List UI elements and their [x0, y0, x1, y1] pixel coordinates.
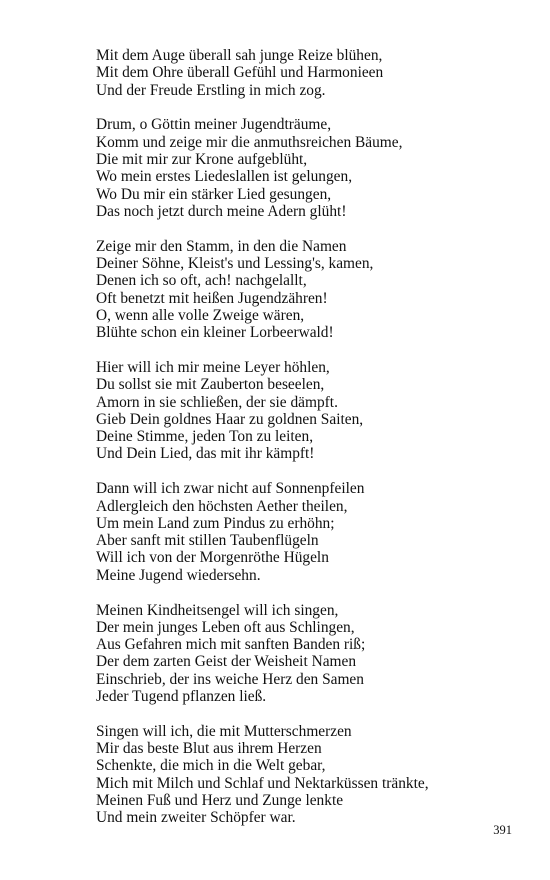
poem-line: Um mein Land zum Pindus zu erhöhn; [96, 514, 335, 532]
poem-line: Mir das beste Blut aus ihrem Herzen [96, 740, 322, 758]
poem-line: Komm und zeige mir die anmuthsreichen Bäume, [96, 133, 403, 151]
stanza-6 [96, 602, 536, 706]
poem-line: Oft benetzt mit heißen Jugendzähren! [96, 289, 328, 307]
poem-line: Mich mit Milch und Schlaf und Nektarküssen tränkte, [96, 774, 429, 792]
poem-line: Will ich von der Morgenröthe Hügeln [96, 549, 329, 567]
poem-line: Die mit mir zur Krone aufgeblüht, [96, 150, 308, 168]
poem-body [96, 47, 536, 844]
poem-line: Meinen Kindheitsengel will ich singen, [96, 601, 339, 619]
stanza-3 [96, 238, 536, 342]
page-number: 391 [493, 823, 512, 837]
poem-line: Deiner Söhne, Kleist's und Lessing's, kamen, [96, 254, 374, 272]
stanza-5 [96, 480, 536, 584]
stanza-4 [96, 359, 536, 463]
poem-line: Drum, o Göttin meiner Jugendträume, [96, 116, 332, 134]
poem-line: Meinen Fuß und Herz und Zunge lenkte [96, 791, 344, 809]
poem-line: Gieb Dein goldnes Haar zu goldnen Saiten, [96, 410, 364, 428]
poem-line: Blühte schon ein kleiner Lorbeerwald! [96, 324, 334, 342]
poem-line: Und der Freude Erstling in mich zog. [96, 81, 326, 99]
poem-line: Deine Stimme, jeden Ton zu leiten, [96, 428, 314, 446]
stanza-1 [96, 47, 536, 99]
poem-line: Der dem zarten Geist der Weisheit Namen [96, 653, 357, 671]
poem-line: Jeder Tugend pflanzen ließ. [96, 688, 267, 705]
poem-line: Wo Du mir ein stärker Lied gesungen, [96, 185, 332, 203]
poem-line: Denen ich so oft, ach! nachgelallt, [96, 272, 307, 290]
stanza-2 [96, 116, 536, 220]
poem-line: Aus Gefahren mich mit sanften Banden riß; [96, 636, 366, 654]
poem-line: Aber sanft mit stillen Taubenflügeln [96, 532, 319, 550]
poem-line: Einschrieb, der ins weiche Herz den Samen [96, 670, 364, 688]
poem-line: O, wenn alle volle Zweige wären, [96, 306, 305, 324]
poem-line: Der mein junges Leben oft aus Schlingen, [96, 618, 355, 636]
poem-line: Das noch jetzt durch meine Adern glüht! [96, 202, 347, 220]
stanza-7 [96, 723, 536, 827]
poem-line: Mit dem Ohre überall Gefühl und Harmonieen [96, 64, 384, 82]
poem-line: Schenkte, die mich in die Welt gebar, [96, 757, 326, 775]
poem-line: Dann will ich zwar nicht auf Sonnenpfeilen [96, 480, 365, 498]
poem-line: Amorn in sie schließen, der sie dämpft. [96, 393, 338, 411]
poem-line: Mit dem Auge überall sah junge Reize blühen, [96, 47, 383, 64]
poem-line: Und Dein Lied, das mit ihr kämpft! [96, 445, 315, 463]
poem-line: Singen will ich, die mit Mutterschmerzen [96, 722, 352, 740]
poem-line: Zeige mir den Stamm, in den die Namen [96, 237, 347, 255]
poem-line: Hier will ich mir meine Leyer höhlen, [96, 358, 330, 376]
poem-line: Adlergleich den höchsten Aether theilen, [96, 497, 348, 515]
poem-line: Wo mein erstes Liedeslallen ist gelungen, [96, 168, 353, 186]
poem-line: Und mein zweiter Schöpfer war. [96, 809, 296, 827]
poem-line: Meine Jugend wiedersehn. [96, 566, 261, 584]
poem-line: Du sollst sie mit Zauberton beseelen, [96, 376, 325, 394]
